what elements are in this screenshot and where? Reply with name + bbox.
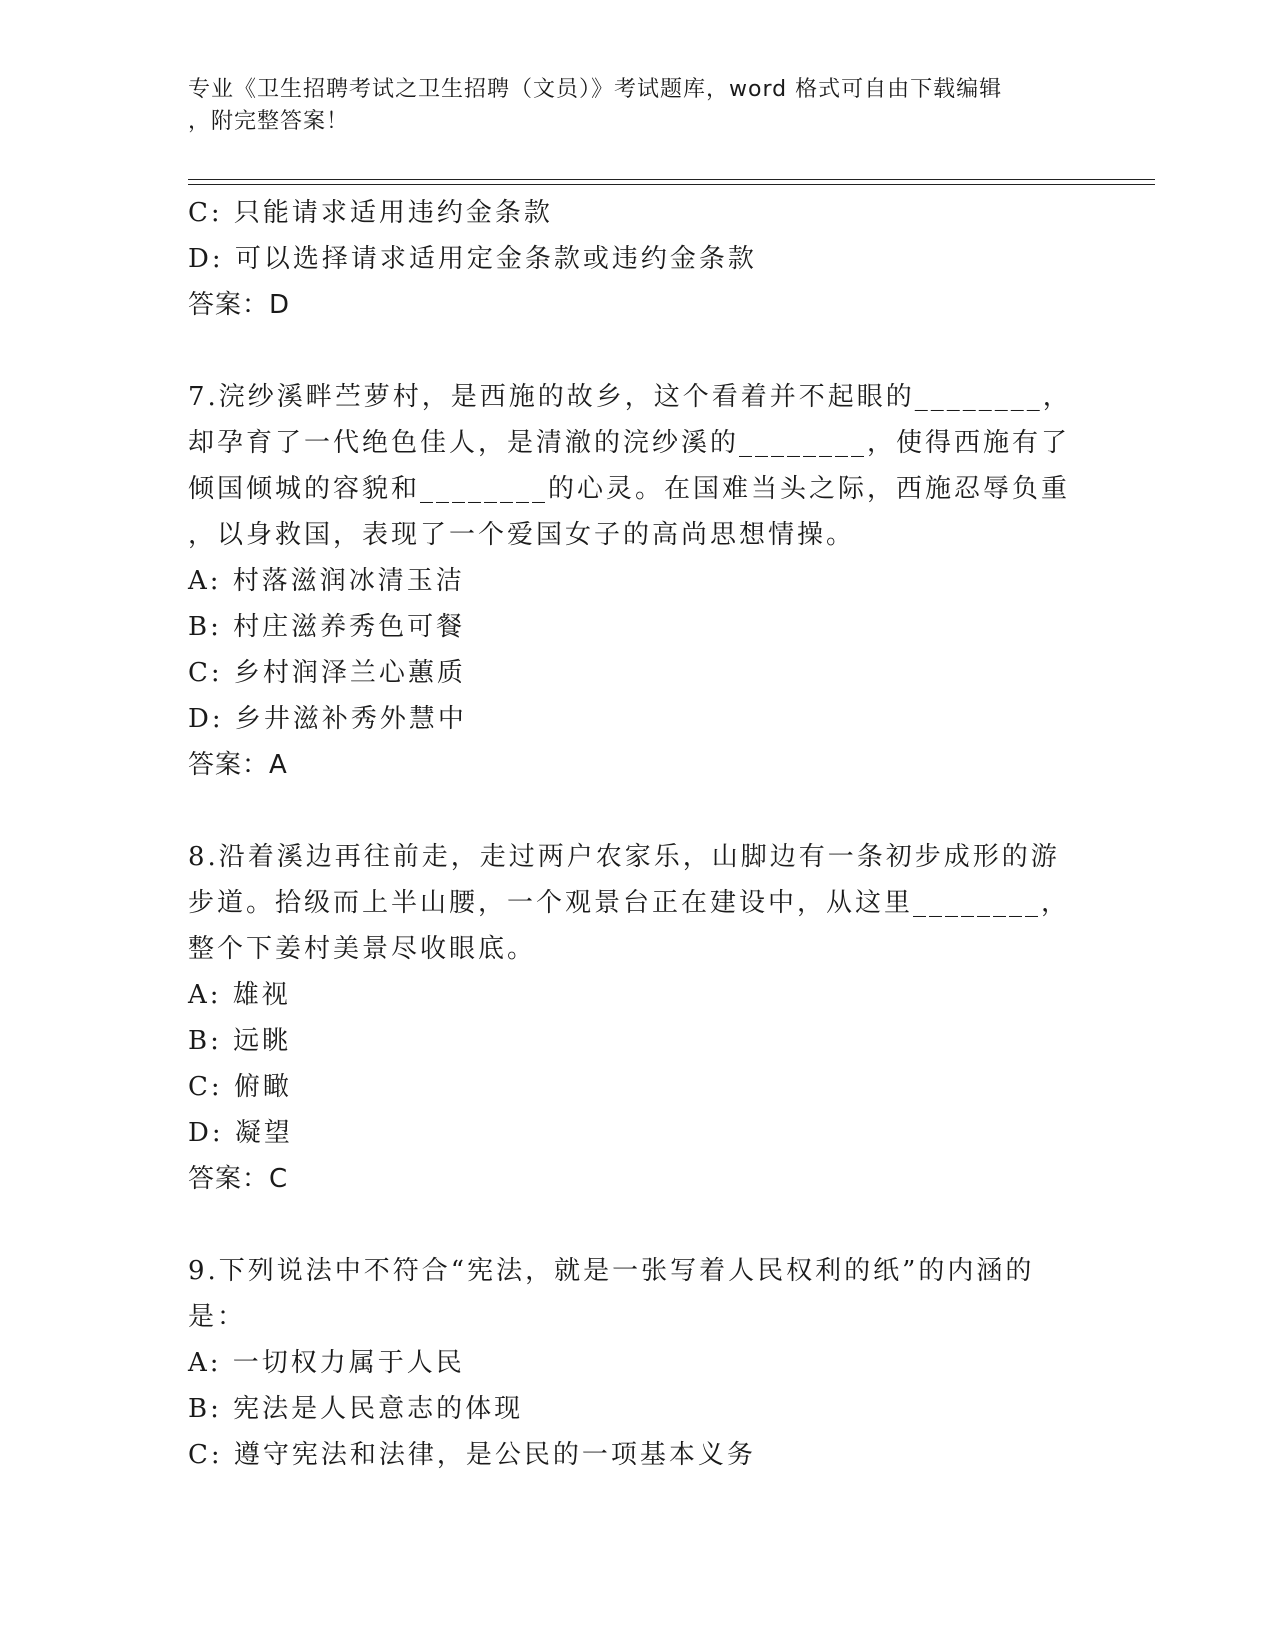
header-line-2: ，附完整答案！ bbox=[188, 109, 350, 134]
question-7-answer: 答案：A bbox=[188, 750, 288, 780]
question-9-option-a: A: 一切权力属于人民 bbox=[188, 1348, 465, 1378]
question-7-option-d: D: 乡井滋补秀外慧中 bbox=[188, 704, 467, 734]
question-8-line: 步道。拾级而上半山腰，一个观景台正在建设中，从这里________， bbox=[188, 888, 1071, 918]
answer-line: 答案：D bbox=[188, 290, 291, 320]
question-9-option-b: B: 宪法是人民意志的体现 bbox=[188, 1394, 524, 1424]
question-7-option-a: A: 村落滋润冰清玉洁 bbox=[188, 566, 465, 596]
question-content bbox=[188, 190, 1088, 1478]
header-line-1: 专业《卫生招聘考试之卫生招聘（文员）》考试题库，word 格式可自由下载编辑 bbox=[188, 77, 1003, 102]
spacer bbox=[188, 788, 1088, 834]
spacer bbox=[188, 328, 1088, 374]
question-7-line: 7.浣纱溪畔苎萝村，是西施的故乡，这个看着并不起眼的________， bbox=[188, 382, 1072, 412]
option-d: D: 可以选择请求适用定金条款或违约金条款 bbox=[188, 244, 757, 274]
question-7-line: 倾国倾城的容貌和________的心灵。在国难当头之际，西施忍辱负重 bbox=[188, 474, 1071, 504]
question-9-option-c: C: 遵守宪法和法律，是公民的一项基本义务 bbox=[188, 1440, 756, 1470]
question-8-option-d: D: 凝望 bbox=[188, 1118, 293, 1148]
option-c: C: 只能请求适用违约金条款 bbox=[188, 198, 553, 228]
question-8-line: 整个下姜村美景尽收眼底。 bbox=[188, 934, 537, 964]
header-rule-top bbox=[188, 179, 1155, 180]
question-7-option-b: B: 村庄滋养秀色可餐 bbox=[188, 612, 466, 642]
question-9-line: 是： bbox=[188, 1302, 247, 1332]
header-rule-bottom bbox=[188, 184, 1155, 185]
question-8-option-b: B: 远眺 bbox=[188, 1026, 292, 1056]
question-8-line: 8.沿着溪边再往前走，走过两户农家乐，山脚边有一条初步成形的游 bbox=[188, 842, 1060, 872]
question-9-line: 9.下列说法中不符合“宪法，就是一张写着人民权利的纸”的内涵的 bbox=[188, 1256, 1035, 1286]
question-8-answer: 答案：C bbox=[188, 1164, 289, 1194]
question-7-option-c: C: 乡村润泽兰心蕙质 bbox=[188, 658, 466, 688]
question-8-option-c: C: 俯瞰 bbox=[188, 1072, 292, 1102]
spacer bbox=[188, 1202, 1088, 1248]
question-7-line: 却孕育了一代绝色佳人，是清澈的浣纱溪的________，使得西施有了 bbox=[188, 428, 1071, 458]
question-7-line: ，以身救国，表现了一个爱国女子的高尚思想情操。 bbox=[188, 520, 856, 550]
question-8-option-a: A: 雄视 bbox=[188, 980, 291, 1010]
document-header bbox=[188, 74, 1068, 138]
